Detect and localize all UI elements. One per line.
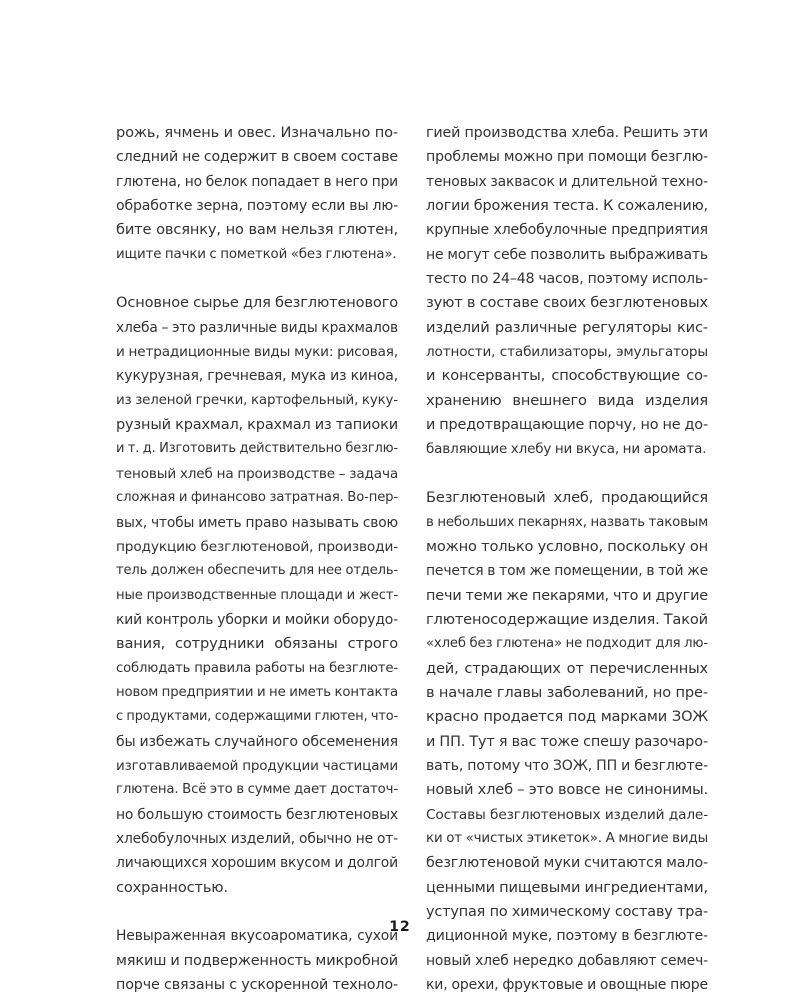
text-line: новом предприятии и не иметь контакта <box>116 684 398 700</box>
text-line: крупные хлебобулочные предприятия <box>426 222 708 239</box>
text-line: печется в том же помещении, в той же <box>426 563 708 580</box>
text-line: логии брожения теста. К сожалению, <box>426 198 708 215</box>
text-line: вых, чтобы иметь право называть свою <box>116 514 398 531</box>
text-column-right <box>426 121 708 997</box>
text-line: вать, потому что ЗОЖ, ПП и безглюте- <box>426 757 708 774</box>
text-line: ные производственные площади и жест- <box>116 587 398 603</box>
text-line: глютена, но белок попадает в него при <box>116 173 398 190</box>
text-column-left <box>116 121 398 997</box>
text-line: хранению внешнего вида изделия <box>426 391 708 409</box>
paragraph-gap <box>116 267 398 291</box>
text-line: бите овсянку, но вам нельзя глютен, <box>116 221 398 239</box>
text-line: и консерванты, способствующие со- <box>426 367 708 385</box>
text-line: Безглютеновый хлеб, продающийся <box>426 489 708 507</box>
paragraph <box>116 291 398 900</box>
text-line: ценными пищевыми ингредиентами, <box>426 878 708 896</box>
text-line: глютеносодержащие изделия. Такой <box>426 610 708 628</box>
text-line: и ПП. Тут я вас тоже спешу разочаро- <box>426 733 708 750</box>
text-line: следний не содержит в своем составе <box>116 149 398 166</box>
text-line: теновый хлеб на производстве – задача <box>116 465 398 482</box>
text-line: и т. д. Изготовить действительно безглю- <box>116 441 398 457</box>
text-line: бы избежать случайного обсеменения <box>116 733 398 750</box>
text-line: порче связаны с ускоренной техноло- <box>116 977 398 994</box>
page-number: 12 <box>389 919 411 935</box>
text-line: в небольших пекарнях, назвать таковым <box>426 514 708 530</box>
paragraph-gap <box>426 462 708 486</box>
text-line: тель должен обеспечить для нее отдель- <box>116 563 398 579</box>
text-line: гией производства хлеба. Решить эти <box>426 125 708 141</box>
text-line: личающихся хорошим вкусом и долгой <box>116 855 398 872</box>
text-line: хлебобулочных изделий, обычно не от- <box>116 830 398 847</box>
text-line: в начале главы заболеваний, но пре- <box>426 683 708 701</box>
text-line: рожь, ячмень и овес. Изначально по- <box>116 124 398 141</box>
text-line: печи теми же пекарями, что и другие <box>426 587 708 604</box>
text-line: рузный крахмал, крахмал из тапиоки <box>116 417 398 434</box>
text-line: хлеба – это различные виды крахмалов <box>116 319 398 336</box>
text-line: вания, сотрудники обязаны строго <box>116 635 398 653</box>
text-line: и предотвращающие порчу, но не до- <box>426 417 708 434</box>
text-line: глютена. Всё это в сумме дает достаточ- <box>116 782 398 798</box>
text-line: Невыраженная вкусоароматика, сухой <box>116 928 398 945</box>
text-line: кий контроль уборки и мойки оборудо- <box>116 611 398 628</box>
text-line: ищите пачки с пометкой «без глютена». <box>116 246 397 262</box>
text-line: безглютеновой муки считаются мало- <box>426 855 708 872</box>
text-line: «хлеб без глютена» не подходит для лю- <box>426 636 708 652</box>
text-line: и нетрадиционные виды муки: рисовая, <box>116 344 398 361</box>
paragraph <box>116 121 398 267</box>
text-line: бавляющие хлебу ни вкуса, ни аромата. <box>426 441 707 458</box>
text-line: ки от «чистых этикеток». А многие виды <box>426 830 708 846</box>
text-line: диционной муке, поэтому в безглюте- <box>426 928 708 945</box>
text-line: ки, орехи, фруктовые и овощные пюре <box>426 977 708 994</box>
text-line: новый хлеб нередко добавляют семеч- <box>426 952 708 969</box>
text-line: можно только условно, поскольку он <box>426 537 708 555</box>
text-line: из зеленой гречки, картофельный, куку- <box>116 392 398 408</box>
paragraph <box>426 121 708 462</box>
text-line: не могут себе позволить выбраживать <box>426 246 708 263</box>
text-line: изделий различные регуляторы кис- <box>426 318 708 336</box>
text-line: Составы безглютеновых изделий дале- <box>426 806 708 823</box>
text-line: изготавливаемой продукции частицами <box>116 757 398 774</box>
text-line: тесто по 24–48 часов, поэтому исполь- <box>426 271 708 288</box>
text-line: теновых заквасок и длительной техно- <box>426 173 708 190</box>
text-line: кукурузная, гречневая, мука из киноа, <box>116 368 398 385</box>
text-line: дей, страдающих от перечисленных <box>426 659 708 677</box>
text-line: лотности, стабилизаторы, эмульгаторы <box>426 344 708 361</box>
text-line: уступая по химическому составу тра- <box>426 904 708 920</box>
text-line: продукцию безглютеновой, производи- <box>116 538 398 555</box>
text-line: обработке зерна, поэтому если вы лю- <box>116 198 398 215</box>
text-line: но большую стоимость безглютеновых <box>116 806 398 823</box>
text-line: красно продается под марками ЗОЖ <box>426 708 708 726</box>
text-line: зуют в составе своих безглютеновых <box>426 294 708 312</box>
text-line: Основное сырье для безглютенового <box>116 294 398 312</box>
text-line: мякиш и подверженность микробной <box>116 952 398 969</box>
text-line: соблюдать правила работы на безглюте- <box>116 660 398 676</box>
text-line: новый хлеб – это вовсе не синонимы. <box>426 781 708 799</box>
text-line: проблемы можно при помощи безглю- <box>426 149 708 166</box>
paragraph <box>116 924 398 997</box>
text-line: сохранностью. <box>116 878 228 896</box>
text-line: с продуктами, содержащими глютен, что- <box>116 709 398 725</box>
text-line: сложная и финансово затратная. Во-пер- <box>116 490 398 506</box>
